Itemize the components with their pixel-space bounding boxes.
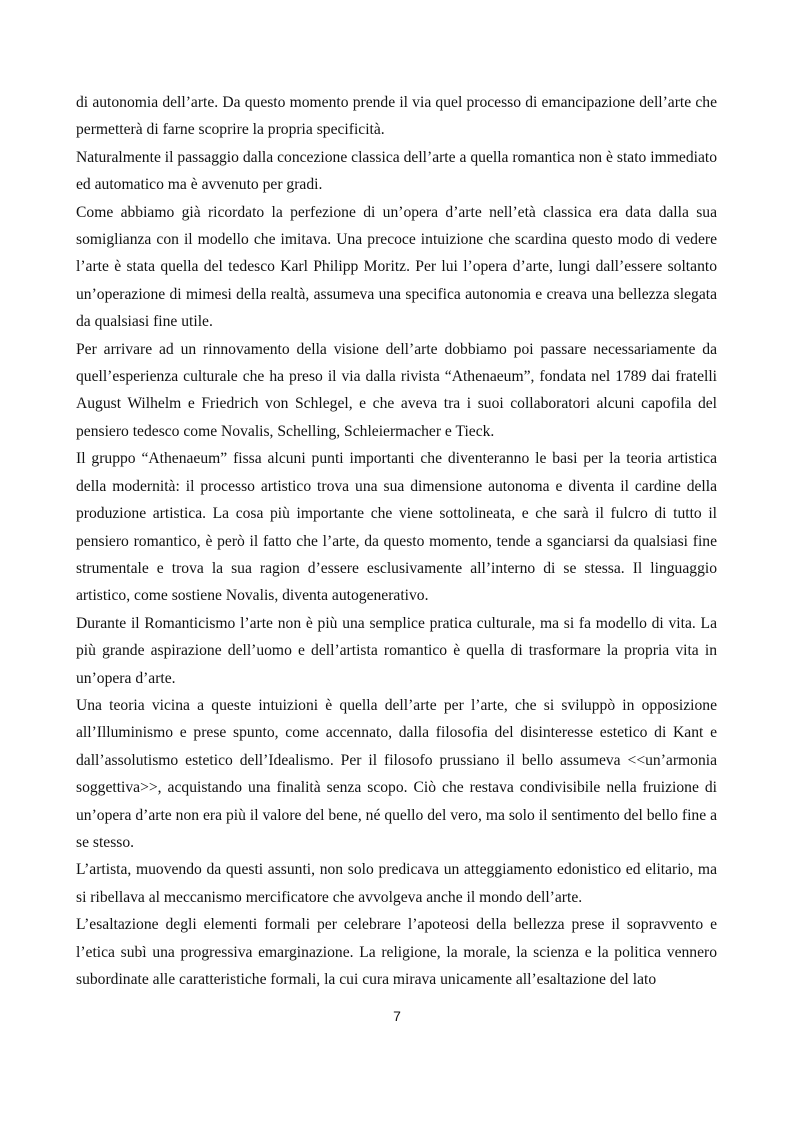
paragraph-1: di autonomia dell’arte. Da questo momento prende il via quel processo di emancipazione dell’arte che permetterà di farne scoprire la propria specificità. <box>76 94 717 139</box>
page-number: 7 <box>393 1008 401 1024</box>
paragraph-6: Durante il Romanticismo l’arte non è più una semplice pratica culturale, ma si fa modello di vita. La più grande aspirazione dell’uomo e dell’artista romantico è quella di trasformare la propria vita in un’opera d’arte. <box>76 614 717 687</box>
paragraph-5: Il gruppo “Athenaeum” fissa alcuni punti importanti che diventeranno le basi per la teoria artistica della modernità: il processo artistico trova una sua dimensione autonoma e diventa il cardine della produzione artistica. La cosa più importante che viene sottolineata, e che sarà il fulcro di tutto il pensiero romantico, è però il fatto che l’arte, da questo momento, tende a sganciarsi da qualsiasi fine strumentale e trova la sua ragion d’essere esclusivamente all’interno di se stessa. Il linguaggio artistico, come sostiene Novalis, diventa autogenerativo. <box>76 450 717 605</box>
paragraph-2: Naturalmente il passaggio dalla concezione classica dell’arte a quella romantica non è stato immediato ed automatico ma è avvenuto per gradi. <box>76 148 717 194</box>
paragraph-3: Come abbiamo già ricordato la perfezione di un’opera d’arte nell’età classica era data dalla sua somiglianza con il modello che imitava. Una precoce intuizione che scardina questo modo di vedere l’arte è stata quella del tedesco Karl Philipp Moritz. Per lui l’opera d’arte, lungi dall’essere soltanto un’operazione di mimesi della realtà, assumeva una specifica autonomia e creava una bellezza slegata da qualsiasi fine utile. <box>76 203 717 331</box>
paragraph-9: L’esaltazione degli elementi formali per celebrare l’apoteosi della bellezza prese il sopravvento e l’etica subì una progressiva emarginazione. La religione, la morale, la scienza e la politica vennero subordinate alle caratteristiche formali, la cui cura mirava unicamente all’esaltazione del lato <box>76 916 717 988</box>
document-body <box>76 89 717 993</box>
paragraph-4: Per arrivare ad un rinnovamento della visione dell’arte dobbiamo poi passare necessariamente da quell’esperienza culturale che ha preso il via dalla rivista “Athenaeum”, fondata nel 1789 dai fratelli August Wilhelm e Friedrich von Schlegel, e che aveva tra i suoi collaboratori alcuni capofila del pensiero tedesco come Novalis, Schelling, Schleiermacher e Tieck. <box>76 340 717 440</box>
paragraph-7: Una teoria vicina a queste intuizioni è quella dell’arte per l’arte, che si sviluppò in opposizione all’Illuminismo e prese spunto, come accennato, dalla filosofia del disinteresse estetico di Kant e dall’assolutismo estetico dell’Idealismo. Per il filosofo prussiano il bello assumeva <<un’armonia soggettiva>>, acquistando una finalità senza scopo. Ciò che restava condivisibile nella fruizione di un’opera d’arte non era più il valore del bene, né quello del vero, ma solo il sentimento del bello fine a se stesso. <box>76 696 717 851</box>
paragraph-8: L’artista, muovendo da questi assunti, non solo predicava un atteggiamento edonistico ed elitario, ma si ribellava al meccanismo mercificatore che avvolgeva anche il mondo dell’arte. <box>76 861 717 906</box>
